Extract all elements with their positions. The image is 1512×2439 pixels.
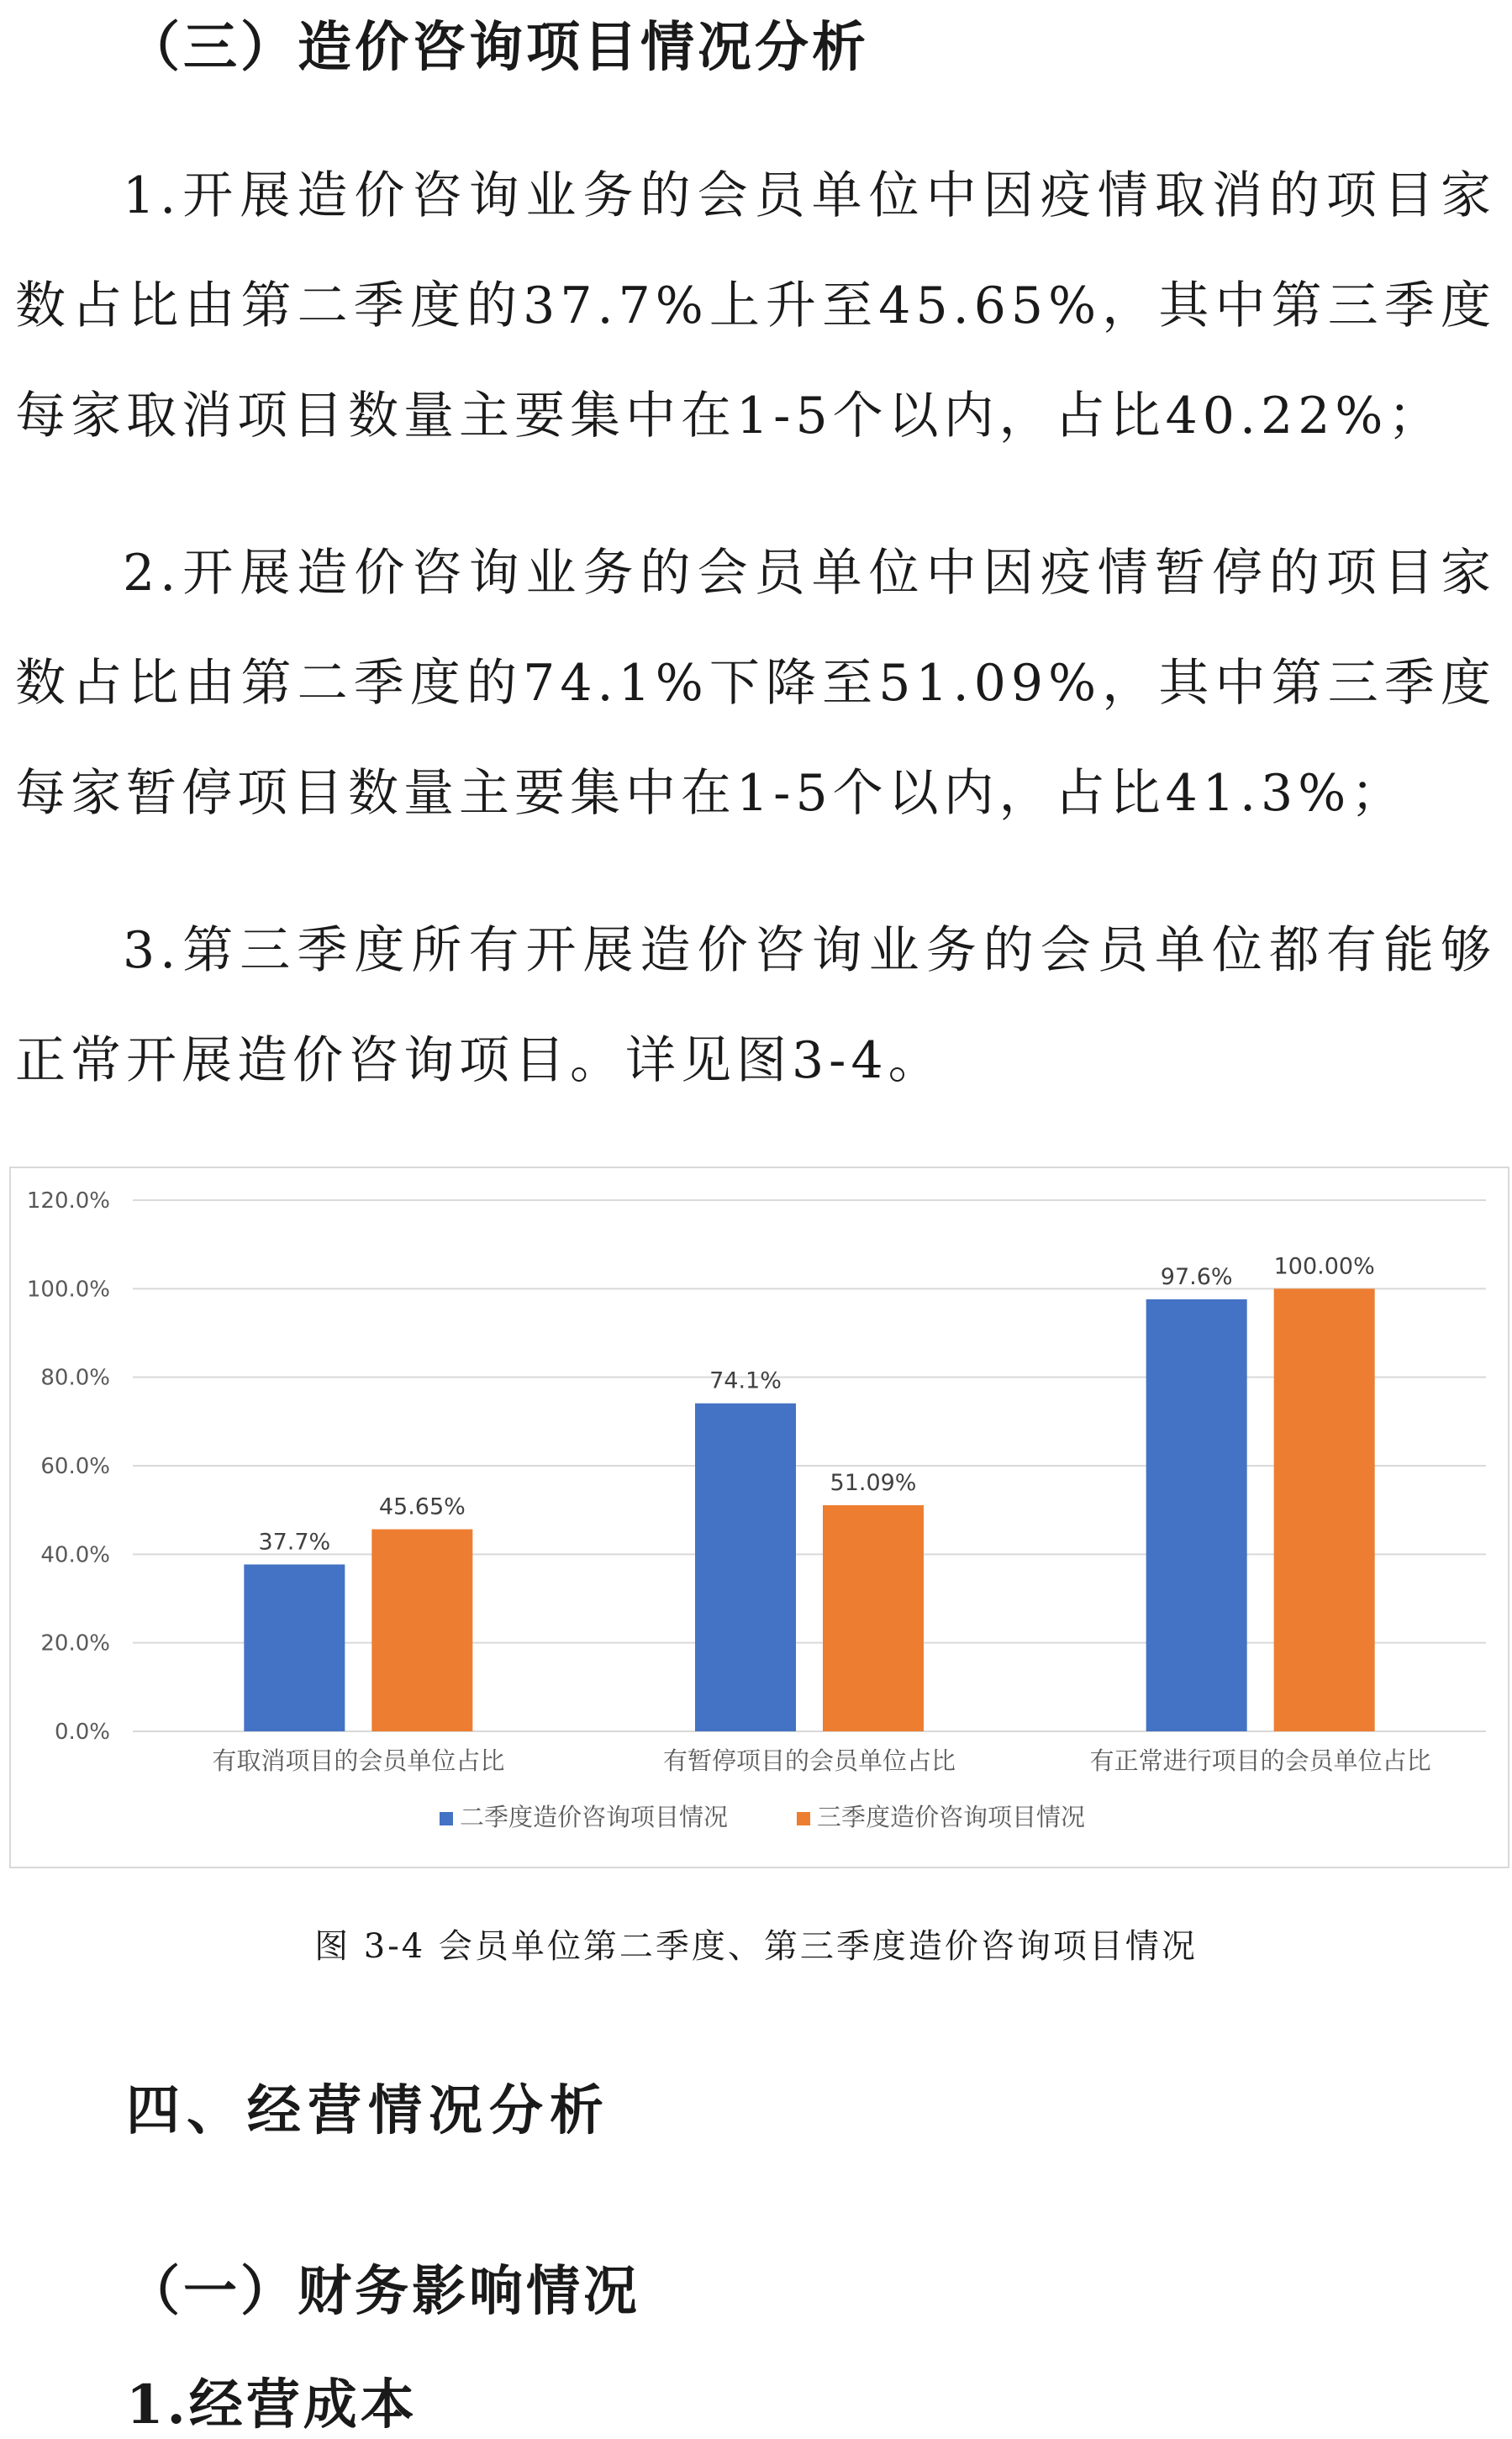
legend-label: 二季度造价咨询项目情况 — [460, 1803, 729, 1831]
data-label: 45.65% — [378, 1493, 466, 1520]
paragraph-3 — [15, 896, 1496, 1116]
y-tick-label: 80.0% — [40, 1365, 110, 1391]
section-heading: （三）造价咨询项目情况分析 — [126, 16, 869, 79]
data-label: 97.6% — [1160, 1263, 1233, 1290]
heading-operating-cost: 1.经营成本 — [126, 2373, 418, 2436]
bar — [244, 1564, 345, 1731]
figure-caption: 图 3-4 会员单位第二季度、第三季度造价咨询项目情况 — [314, 1927, 1198, 1966]
paragraph-1 — [15, 141, 1496, 471]
data-label: 100.00% — [1273, 1253, 1375, 1280]
bar — [371, 1530, 472, 1731]
paragraph-3-text: 3.第三季度所有开展造价咨询业务的会员单位都有能够正常开展造价咨询项目。详见图3-4。 — [15, 921, 1496, 1090]
chart-canvas — [11, 1168, 1508, 1867]
data-label: 74.1% — [709, 1367, 782, 1394]
x-tick-label: 有正常进行项目的会员单位占比 — [1089, 1746, 1431, 1775]
paragraph-1-text: 1.开展造价咨询业务的会员单位中因疫情取消的项目家数占比由第二季度的37.7%上升至45.65%，其中第三季度每家取消项目数量主要集中在1-5个以内，占比40.22%； — [15, 166, 1496, 445]
y-tick-label: 0.0% — [54, 1720, 110, 1745]
y-tick-label: 120.0% — [26, 1188, 110, 1214]
data-label: 51.09% — [830, 1469, 917, 1496]
paragraph-2-text: 2.开展造价咨询业务的会员单位中因疫情暂停的项目家数占比由第二季度的74.1%下降至51.09%，其中第三季度每家暂停项目数量主要集中在1-5个以内，占比41.3%； — [15, 544, 1496, 823]
heading-financial-impact: （一）财务影响情况 — [126, 2260, 640, 2323]
legend-swatch — [797, 1812, 810, 1825]
x-tick-label: 有取消项目的会员单位占比 — [212, 1746, 505, 1775]
x-tick-label: 有暂停项目的会员单位占比 — [662, 1746, 956, 1775]
y-tick-label: 20.0% — [40, 1630, 110, 1657]
y-tick-label: 60.0% — [40, 1454, 110, 1479]
legend-label: 三季度造价咨询项目情况 — [817, 1803, 1086, 1831]
heading-operations: 四、经营情况分析 — [126, 2079, 610, 2142]
legend-swatch — [440, 1812, 453, 1825]
data-label: 37.7% — [258, 1529, 331, 1556]
bar — [1274, 1288, 1375, 1731]
bar — [823, 1505, 924, 1731]
y-tick-label: 40.0% — [40, 1542, 110, 1568]
paragraph-2 — [15, 519, 1496, 849]
y-tick-label: 100.0% — [26, 1277, 110, 1303]
bar-chart — [9, 1167, 1509, 1868]
bar — [1146, 1299, 1247, 1731]
bar — [695, 1404, 796, 1731]
